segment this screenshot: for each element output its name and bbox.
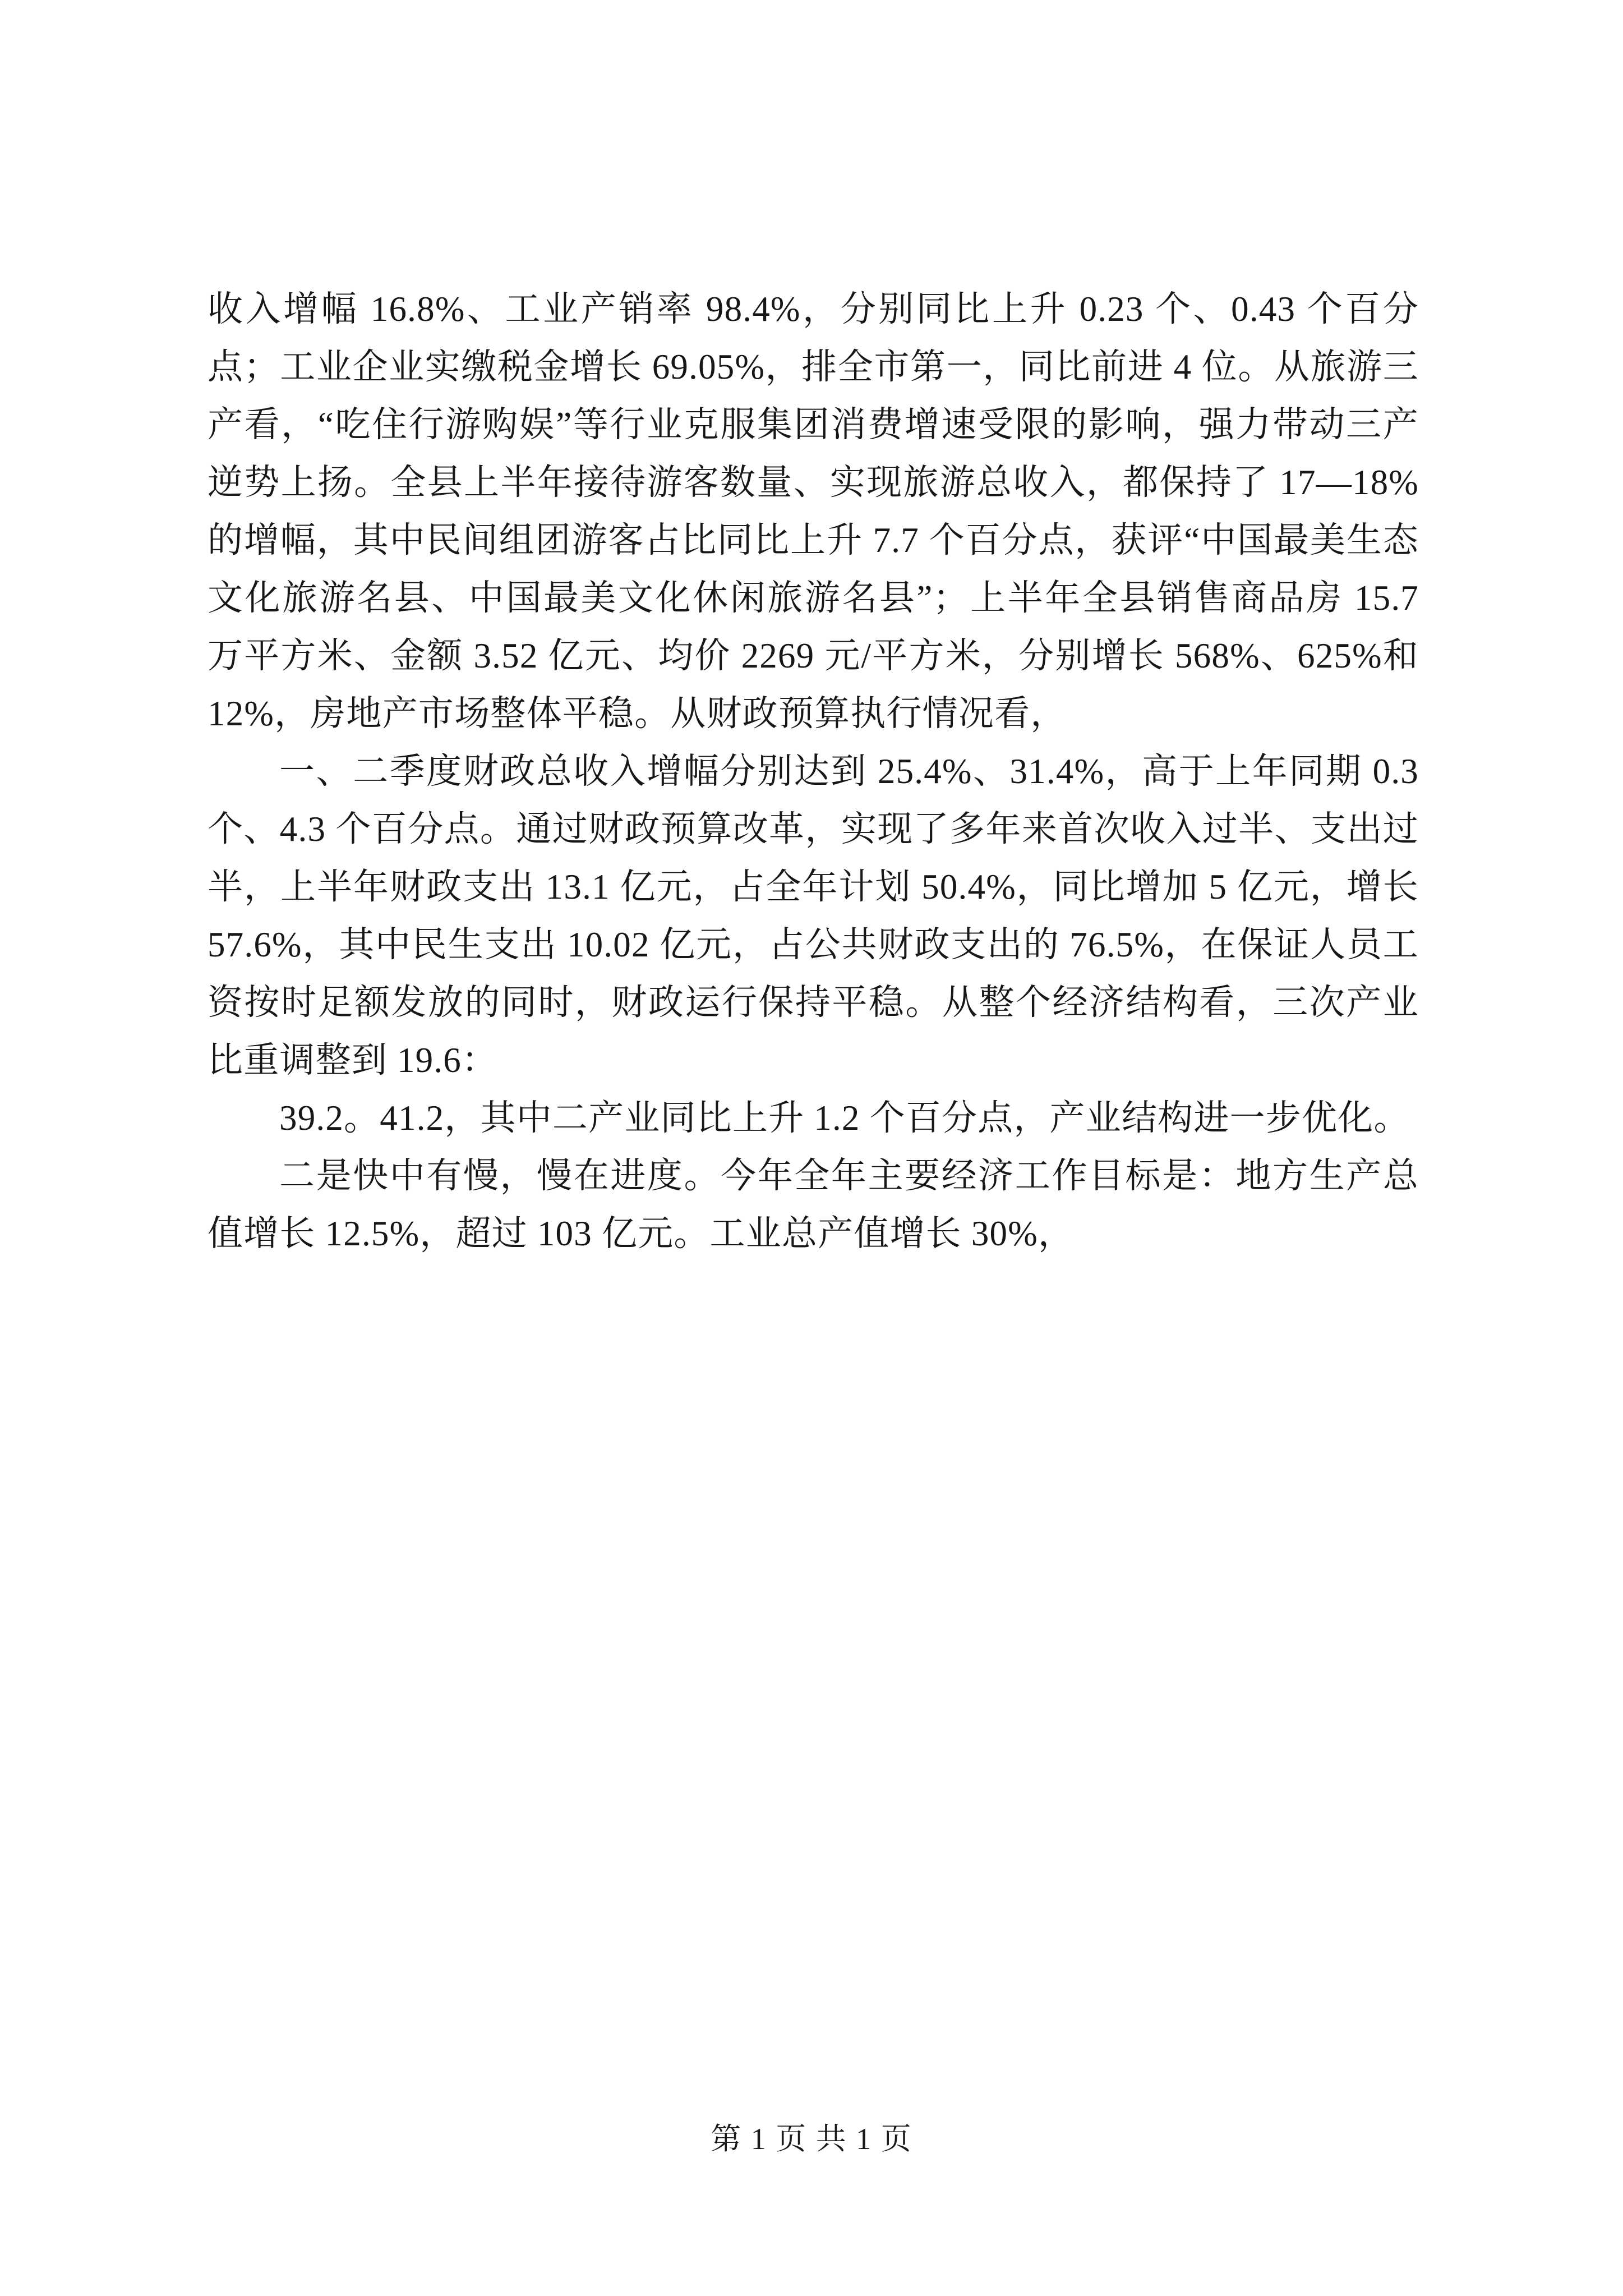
document-body [208, 280, 1419, 1263]
paragraph-1: 收入增幅 16.8%、工业产销率 98.4%，分别同比上升 0.23 个、0.43 个百分点；工业企业实缴税金增长 69.05%，排全市第一，同比前进 4 位。从旅游三产看，“吃住行游购娱”等行业克服集团消费增速受限的影响，强力带动三产逆势上扬。全县上半年接待游客数量、实现旅游总收入，都保持了 17—18%的增幅，其中民间组团游客占比同比上升 7.7 个百分点，获评“中国最美生态文化旅游名县、中国最美文化休闲旅游名县”；上半年全县销售商品房 15.7 万平方米、金额 3.52 亿元、均价 2269 元/平方米，分别增长 568%、625%和 12%，房地产市场整体平稳。从财政预算执行情况看， [208, 289, 1419, 733]
paragraph-3: 39.2。41.2，其中二产业同比上升 1.2 个百分点，产业结构进一步优化。 [279, 1098, 1410, 1138]
page-footer: 第 1 页 共 1 页 [711, 2122, 912, 2156]
paragraph-2: 一、二季度财政总收入增幅分别达到 25.4%、31.4%，高于上年同期 0.3 个、4.3 个百分点。通过财政预算改革，实现了多年来首次收入过半、支出过半，上半年财政支出 13.1 亿元，占全年计划 50.4%，同比增加 5 亿元，增长 57.6%，其中民生支出 10.02 亿元，占公共财政支出的 76.5%，在保证人员工资按时足额发放的同时，财政运行保持平稳。从整个经济结构看，三次产业比重调整到 19.6： [208, 752, 1419, 1080]
paragraph-4: 二是快中有慢，慢在进度。今年全年主要经济工作目标是：地方生产总值增长 12.5%，超过 103 亿元。工业总产值增长 30%， [208, 1156, 1419, 1253]
